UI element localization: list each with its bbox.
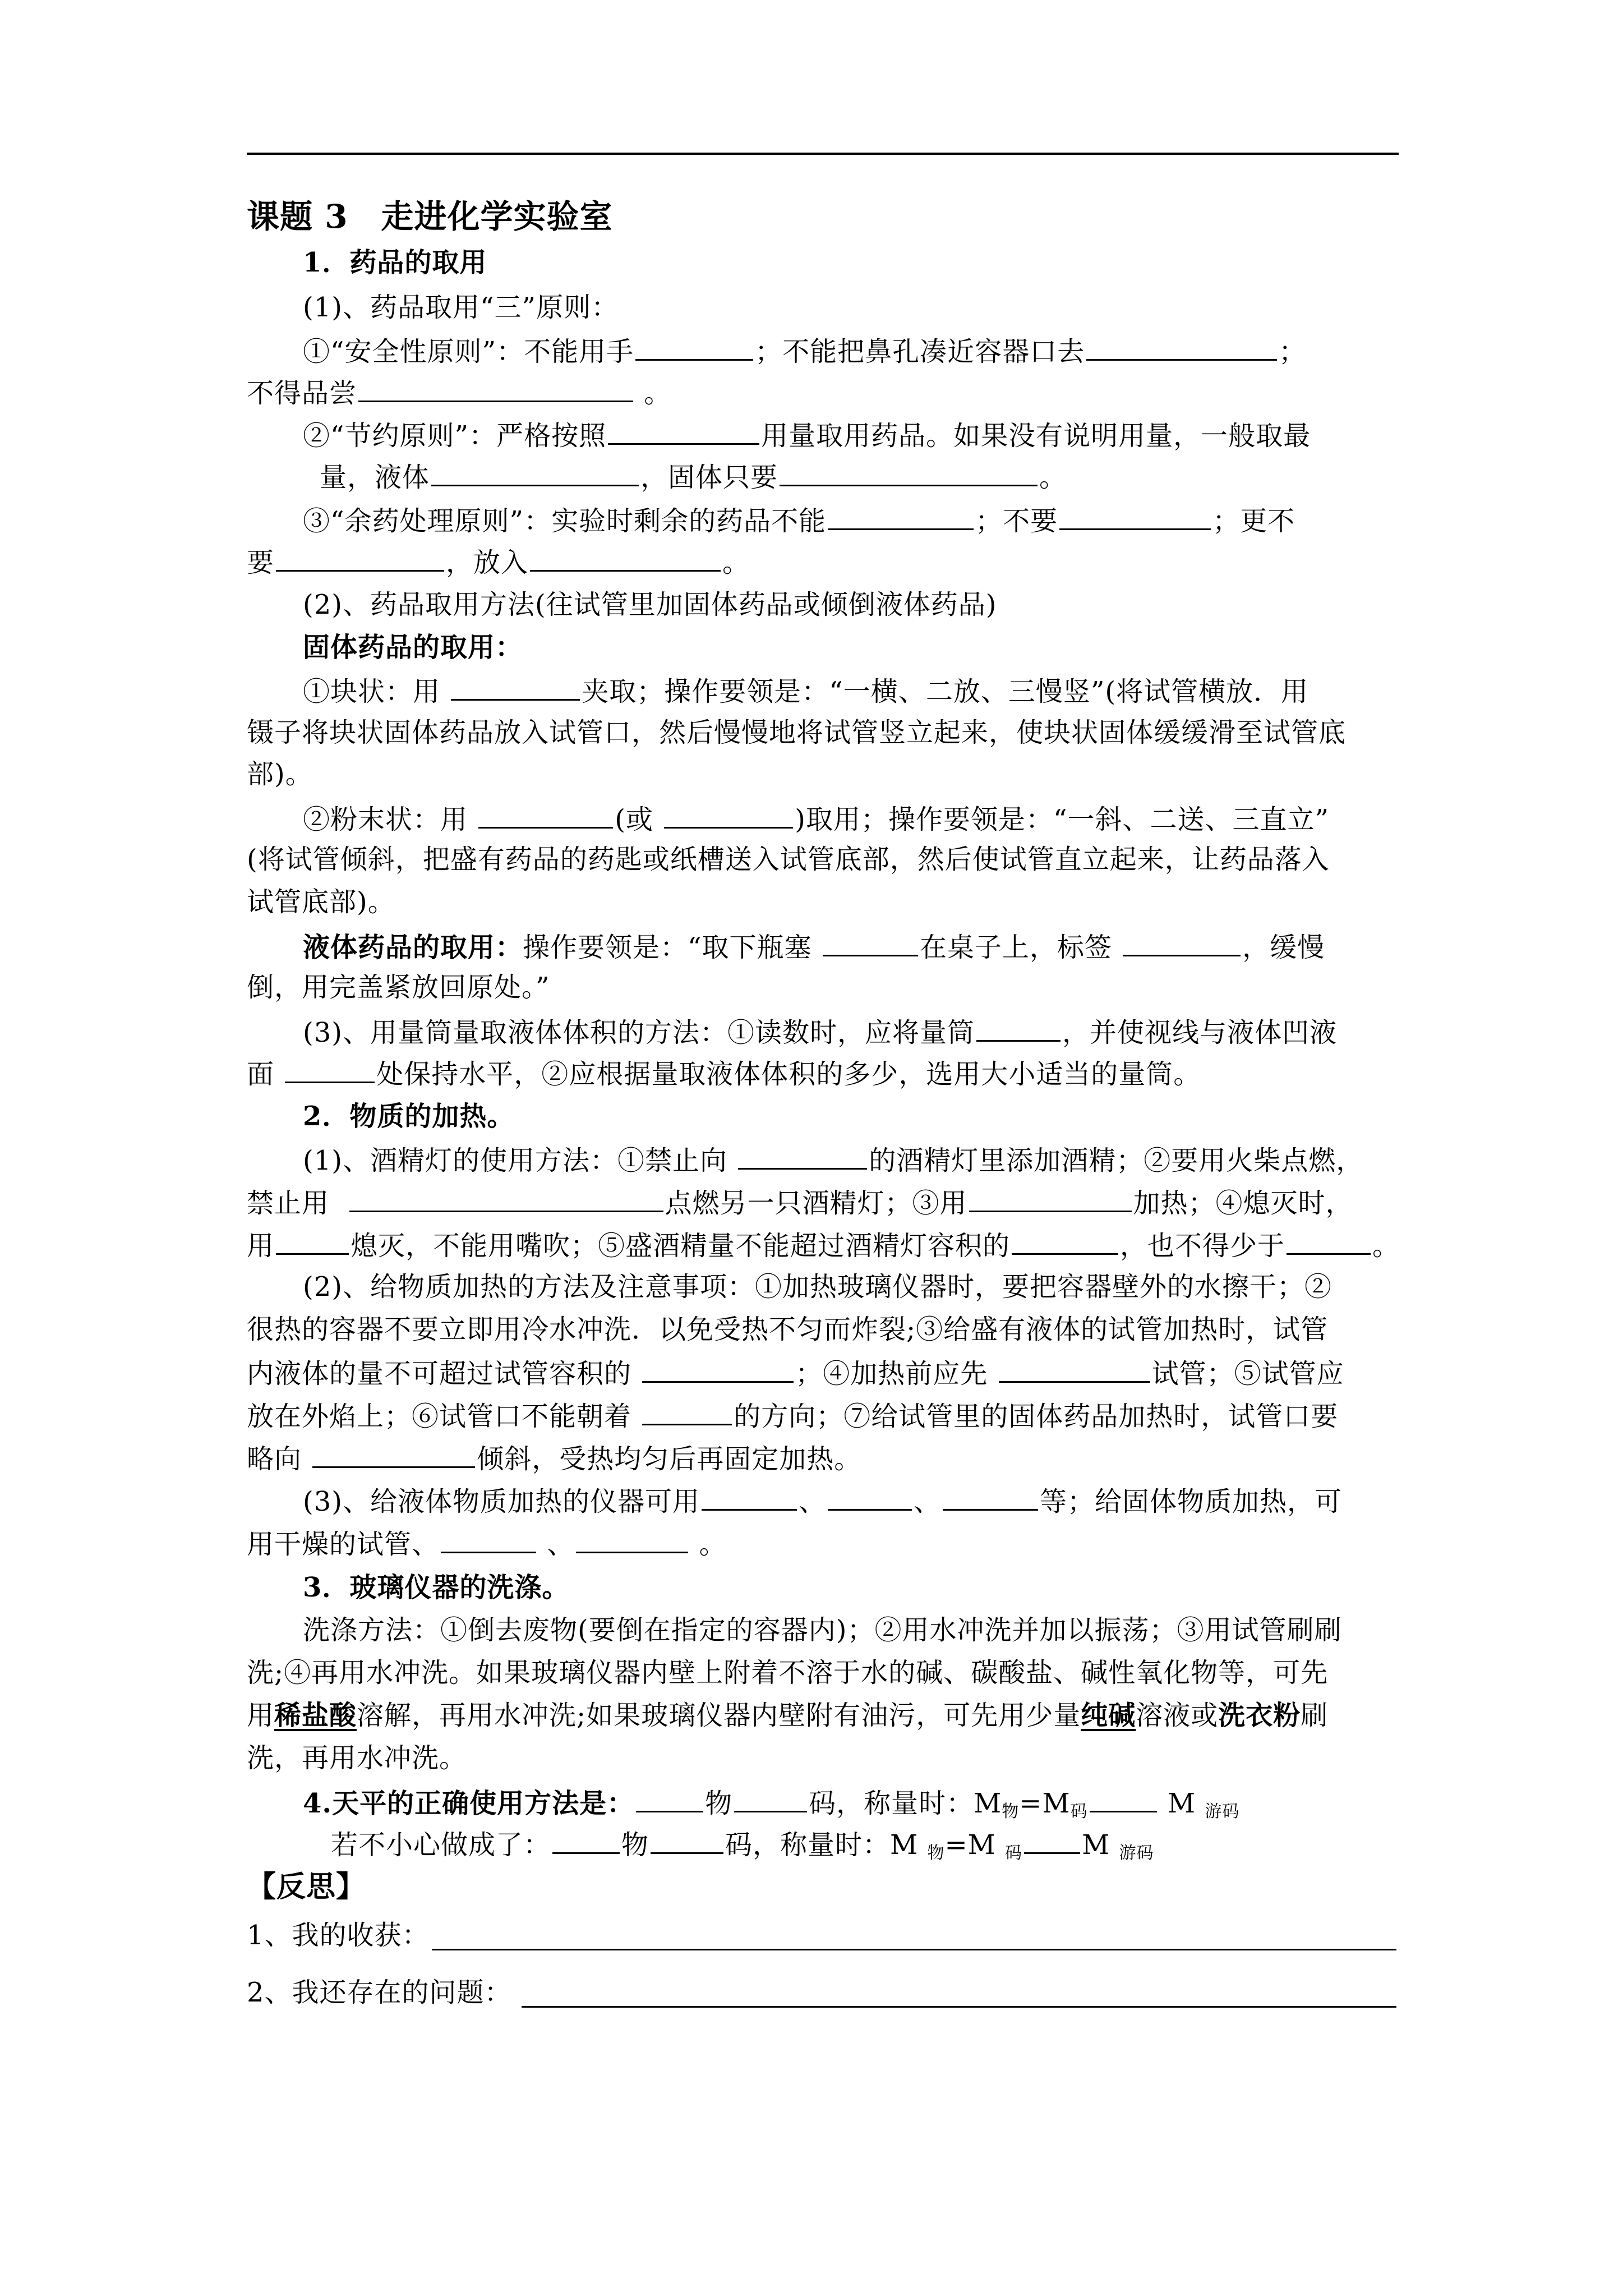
blank[interactable] (823, 929, 918, 956)
blank[interactable] (1012, 1227, 1118, 1255)
safety-rule-line-2: 不得品尝 。 (247, 375, 671, 410)
blank[interactable] (976, 1014, 1061, 1042)
header-rule (247, 153, 1399, 155)
blank[interactable] (738, 1142, 867, 1170)
detergent-term: 洗衣粉 (1218, 1700, 1301, 1731)
blank[interactable] (702, 1483, 797, 1511)
washing-line-2: 洗;④再用水冲洗。如果玻璃仪器内壁上附着不溶于水的碱、碳酸盐、碱性氧化物等，可先 (247, 1657, 1329, 1688)
blank[interactable] (276, 1227, 349, 1255)
lump-line: ①块状：用 夹取；操作要领是：“一横、二放、三慢竖”(将试管横放．用 (303, 673, 1308, 708)
methods-heading: (2)、药品取用方法(往试管里加固体药品或倾倒液体药品) (303, 589, 997, 620)
blank[interactable] (943, 1483, 1038, 1511)
blank[interactable] (642, 1355, 794, 1383)
reflection-heading: 【反思】 (247, 1870, 366, 1904)
blank[interactable] (1086, 333, 1277, 361)
liquid-line: 液体药品的取用：操作要领是：“取下瓶塞 在桌子上，标签 ，缓慢 (303, 929, 1325, 964)
washing-line-4: 洗，再用水冲洗。 (247, 1742, 467, 1774)
heating-line-5: 略向 倾斜，受热均匀后再固定加热。 (247, 1441, 861, 1476)
blank[interactable] (1123, 929, 1241, 956)
blank[interactable] (664, 801, 793, 829)
gains-answer-line[interactable] (432, 1949, 1396, 1950)
problems-label: 2、我还存在的问题： (247, 1977, 512, 2008)
blank[interactable] (312, 1441, 475, 1468)
blank[interactable] (285, 1056, 375, 1083)
leftover-rule-line-2: 要 ，放入 。 (247, 544, 750, 579)
dilute-hcl-term: 稀盐酸 (274, 1700, 357, 1731)
lamp-line-3: 用 熄灭，不能用嘴吹；⑤盛酒精量不能超过酒精灯容积的 ，也不得少于 。 (247, 1227, 1400, 1263)
cylinder-line-2: 面 处保持水平，②应根据量取液体体积的多少，选用大小适当的量筒。 (247, 1056, 1201, 1091)
lump-line-3: 部)。 (247, 758, 313, 790)
blank[interactable] (478, 801, 613, 829)
balance-line: 4.天平的正确使用方法是： 物 码，称量时：$M_物=M_码$ M $_{游码}$ (303, 1785, 1239, 1829)
balance-line-2: 若不小心做成了： 物 码，称量时：M $_物$=M $_码$ M $_{游码}$ (331, 1826, 1154, 1870)
safety-rule-line: ①“安全性原则”：不能用手 ；不能把鼻孔凑近容器口去 ； (303, 333, 1306, 369)
soda-term: 纯碱 (1081, 1700, 1136, 1731)
heating-line-3: 内液体的量不可超过试管容积的 ；④加热前应先 试管；⑤试管应 (247, 1355, 1344, 1391)
problems-answer-line[interactable] (522, 2006, 1396, 2008)
blank[interactable] (828, 1483, 912, 1511)
blank[interactable] (349, 1185, 663, 1212)
section-1-heading: 1．药品的取用 (303, 247, 487, 278)
blank[interactable] (1090, 1785, 1157, 1812)
blank[interactable] (651, 1826, 723, 1854)
section-3-heading: 3．玻璃仪器的洗涤。 (303, 1572, 570, 1603)
instruments-line-2: 用干燥的试管、 、 。 (247, 1526, 727, 1561)
section-2-heading: 2．物质的加热。 (303, 1101, 515, 1132)
blank[interactable] (642, 1398, 732, 1425)
economy-rule-line: ②“节约原则”：严格按照 用量取用药品。如果没有说明用量，一般取最 (303, 417, 1311, 453)
blank[interactable] (431, 459, 639, 486)
instruments-line: (3)、给液体物质加热的仪器可用 、 、 等；给固体物质加热，可 (303, 1483, 1342, 1519)
liquid-line-2: 倒，用完盖紧放回原处。” (247, 972, 550, 1003)
blank[interactable] (828, 503, 974, 530)
lamp-line: (1)、酒精灯的使用方法：①禁止向 的酒精灯里添加酒精；②要用火柴点燃， (303, 1142, 1363, 1177)
blank[interactable] (608, 417, 759, 445)
blank[interactable] (1287, 1227, 1371, 1255)
heating-line-2: 很热的容器不要立即用冷水冲洗．以免受热不匀而炸裂;③给盛有液体的试管加热时，试管 (247, 1314, 1329, 1345)
heating-line-4: 放在外焰上；⑥试管口不能朝着 的方向；⑦给试管里的固体药品加热时，试管口要 (247, 1398, 1338, 1433)
blank[interactable] (441, 1526, 536, 1553)
blank[interactable] (734, 1785, 807, 1812)
blank[interactable] (999, 1355, 1150, 1383)
washing-line-3: 用稀盐酸溶解，再用水冲洗;如果玻璃仪器内壁附有油污，可先用少量纯碱溶液或洗衣粉刷 (247, 1700, 1329, 1731)
blank[interactable] (358, 375, 633, 402)
principles-heading: (1)、药品取用“三”原则： (303, 292, 619, 323)
blank[interactable] (636, 1785, 703, 1812)
blank[interactable] (276, 544, 444, 572)
blank[interactable] (552, 1826, 620, 1854)
economy-rule-line-2: 量，液体 ，固体只要 。 (320, 459, 1067, 494)
blank[interactable] (1059, 503, 1211, 530)
blank[interactable] (451, 673, 580, 701)
blank[interactable] (530, 544, 721, 572)
heating-line: (2)、给物质加热的方法及注意事项：①加热玻璃仪器时，要把容器壁外的水擦干；② (303, 1271, 1332, 1303)
blank[interactable] (780, 459, 1038, 486)
blank[interactable] (576, 1526, 688, 1553)
leftover-rule-line: ③“余药处理原则”：实验时剩余的药品不能 ；不要 ；更不 (303, 503, 1295, 538)
lump-line-2: 镊子将块状固体药品放入试管口，然后慢慢地将试管竖立起来，使块状固体缓缓滑至试管底 (247, 717, 1347, 748)
blank[interactable] (1024, 1826, 1080, 1854)
blank[interactable] (635, 333, 753, 361)
cylinder-line: (3)、用量筒量取液体体积的方法：①读数时，应将量筒 ，并使视线与液体凹液 (303, 1014, 1337, 1050)
blank[interactable] (969, 1185, 1132, 1212)
powder-line-2: (将试管倾斜，把盛有药品的药匙或纸槽送入试管底部，然后使试管直立起来，让药品落入 (247, 844, 1330, 875)
powder-line: ②粉末状：用 (或 )取用；操作要领是：“一斜、二送、三直立” (303, 801, 1329, 836)
solid-heading: 固体药品的取用： (303, 632, 523, 663)
powder-line-3: 试管底部)。 (247, 886, 395, 918)
washing-line: 洗涤方法：①倒去废物(要倒在指定的容器内)；②用水冲洗并加以振荡；③用试管刷刷 (303, 1614, 1342, 1646)
gains-label: 1、我的收获： (247, 1920, 430, 1951)
lamp-line-2: 禁止用 点燃另一只酒精灯；③用 加热；④熄灭时， (247, 1185, 1353, 1220)
page-title: 课题 3 走进化学实验室 (247, 197, 613, 236)
